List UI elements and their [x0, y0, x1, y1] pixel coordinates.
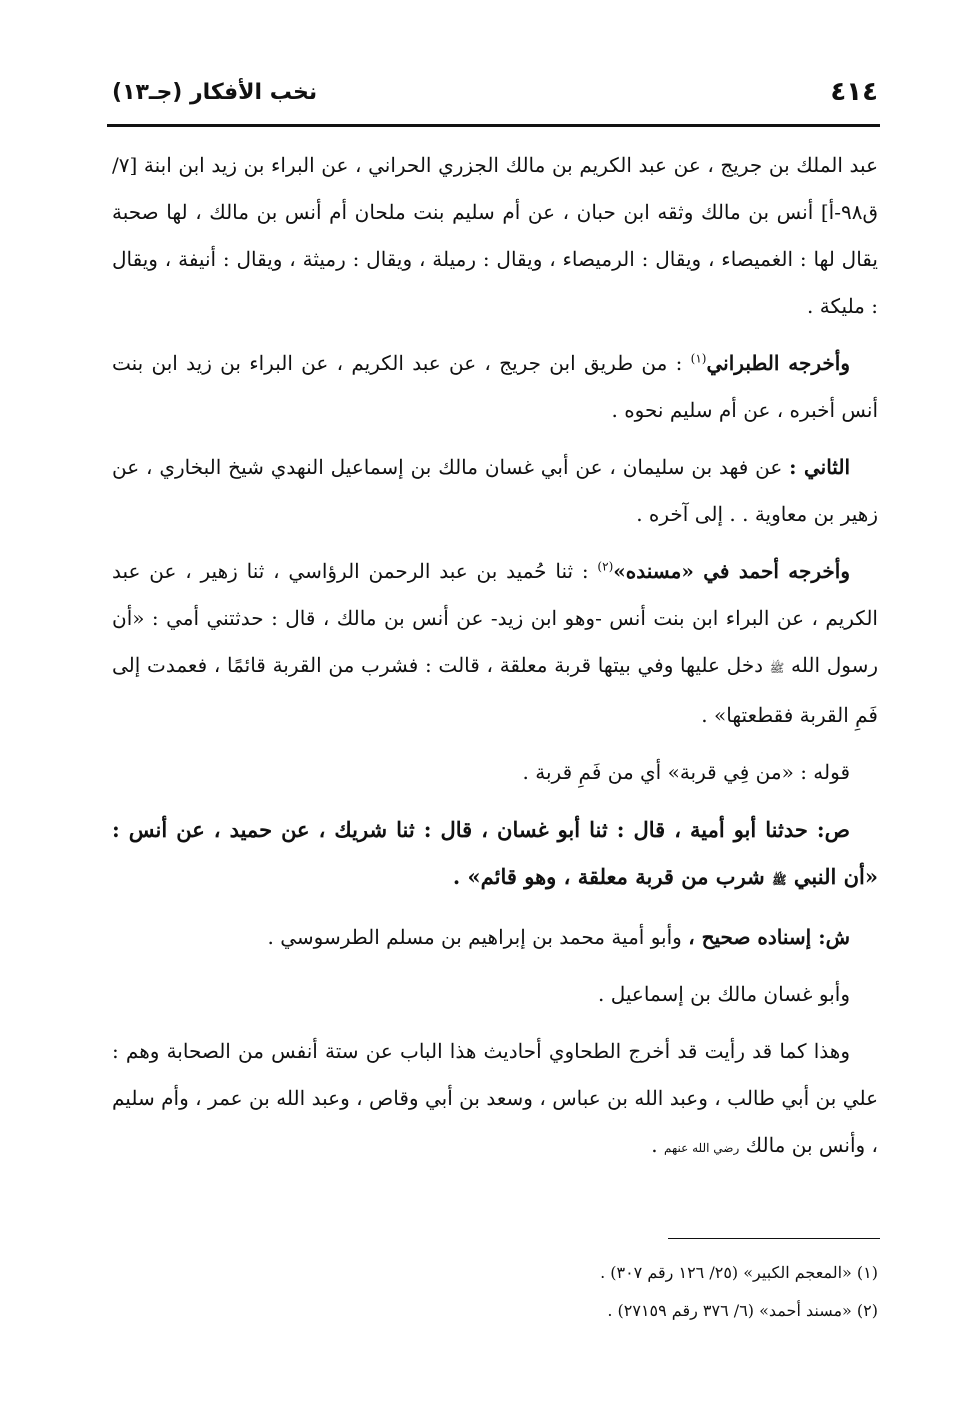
paragraph-8: [112, 971, 878, 1018]
footnote-divider: [668, 1238, 880, 1239]
header-divider: [107, 124, 880, 127]
honorific-mark: رضي الله عنهم: [663, 1141, 740, 1155]
paragraph-9: [112, 1028, 878, 1172]
honorific-mark: ﷺ: [772, 873, 787, 887]
running-title: نخب الأفكار (جـ١٣): [112, 79, 318, 105]
paragraph-6-matn: [112, 806, 878, 904]
honorific-mark: ﷺ: [769, 661, 785, 675]
paragraph-text: وأبو غسان مالك بن إسماعيل .: [598, 982, 850, 1006]
paragraph-text: عبد الملك بن جريج ، عن عبد الكريم بن مالك الجزري الحراني ، عن البراء بن زيد ابن ابنة [٧/ ق٩٨-أ] أنس بن مالك وثقه ابن حبان ، عن أم سليم بنت ملحان أم أنس بن مالك ، لها صحبة يقال لها : الغميصاء ، ويقال : الرميصاء ، ويقال : رميلة ، ويقال : رميثة ، ويقال : أنيفة ، ويقال : مليكة .: [112, 153, 879, 318]
main-text: [112, 142, 878, 1182]
paragraph-text: عن فهد بن سليمان ، عن أبي غسان مالك بن إسماعيل النهدي شيخ البخاري ، عن زهير بن معاوية . . إلى آخره .: [112, 455, 878, 526]
paragraph-7: [112, 914, 878, 961]
paragraph-lead: وأخرجه أحمد في «مسنده»: [613, 559, 850, 583]
paragraph-text: وأبو أمية محمد بن إبراهيم بن مسلم الطرسوسي .: [267, 925, 689, 949]
paragraph-3: [112, 444, 878, 538]
paragraph-lead: الثاني :: [789, 455, 850, 479]
paragraph-lead: وأخرجه الطبراني: [706, 351, 850, 375]
paragraph-2: [112, 340, 878, 434]
paragraph-text: وهذا كما قد رأيت قد أخرج الطحاوي أحاديث هذا الباب عن ستة أنفس من الصحابة وهم : علي بن أبي طالب ، وعبد الله بن عباس ، وسعد بن أبي وقاص ، وعبد الله بن عمر ، وأم سليم ، وأنس بن مالك: [112, 1039, 878, 1157]
paragraph-text: قوله : «من فِي قربة» أي من فَمِ قربة .: [522, 760, 850, 784]
paragraph-text: .: [651, 1133, 664, 1157]
paragraph-text: دخل عليها وفي بيتها قربة معلقة ، قالت : فشرب من القربة قائمًا ، فعمدت إلى فَمِ القربة فقطعتها» .: [112, 653, 878, 727]
footnote-1: (١) «المعجم الكبير» (٢٥/ ١٢٦ رقم ٣٠٧) .: [600, 1263, 878, 1282]
paragraph-text: ص: حدثنا أبو أمية ، قال : ثنا أبو غسان ، قال : ثنا شريك ، عن حميد ، عن أنس : «أن النبي: [112, 817, 878, 889]
footnote-2: (٢) «مسند أحمد» (٦/ ٣٧٦ رقم ٢٧١٥٩) .: [607, 1301, 878, 1320]
footnotes: [112, 1254, 878, 1330]
page-header: [112, 70, 878, 114]
paragraph-1: [112, 142, 878, 330]
paragraph-4: [112, 548, 878, 739]
footnote-ref-1[interactable]: (١): [690, 351, 707, 366]
paragraph-lead: ش: إسناده صحيح ،: [688, 925, 850, 949]
footnote-ref-2[interactable]: (٢): [597, 559, 614, 574]
paragraph-text: : ثنا حُميد بن عبد الرحمن الرؤاسي ، ثنا زهير ، عن عبد الكريم ، عن البراء ابن بنت أنس -وهو ابن زيد- عن أنس بن مالك ، قال : حدثتني أمي : «أن رسول الله: [112, 559, 878, 677]
paragraph-text: : من طريق ابن جريج ، عن عبد الكريم ، عن البراء بن زيد ابن بنت أنس أخبره ، عن أم سليم نحوه .: [112, 351, 878, 422]
page-number: ٤١٤: [830, 77, 878, 107]
paragraph-5: [112, 749, 878, 796]
paragraph-text: شرب من قربة معلقة ، وهو قائم» .: [452, 864, 773, 889]
